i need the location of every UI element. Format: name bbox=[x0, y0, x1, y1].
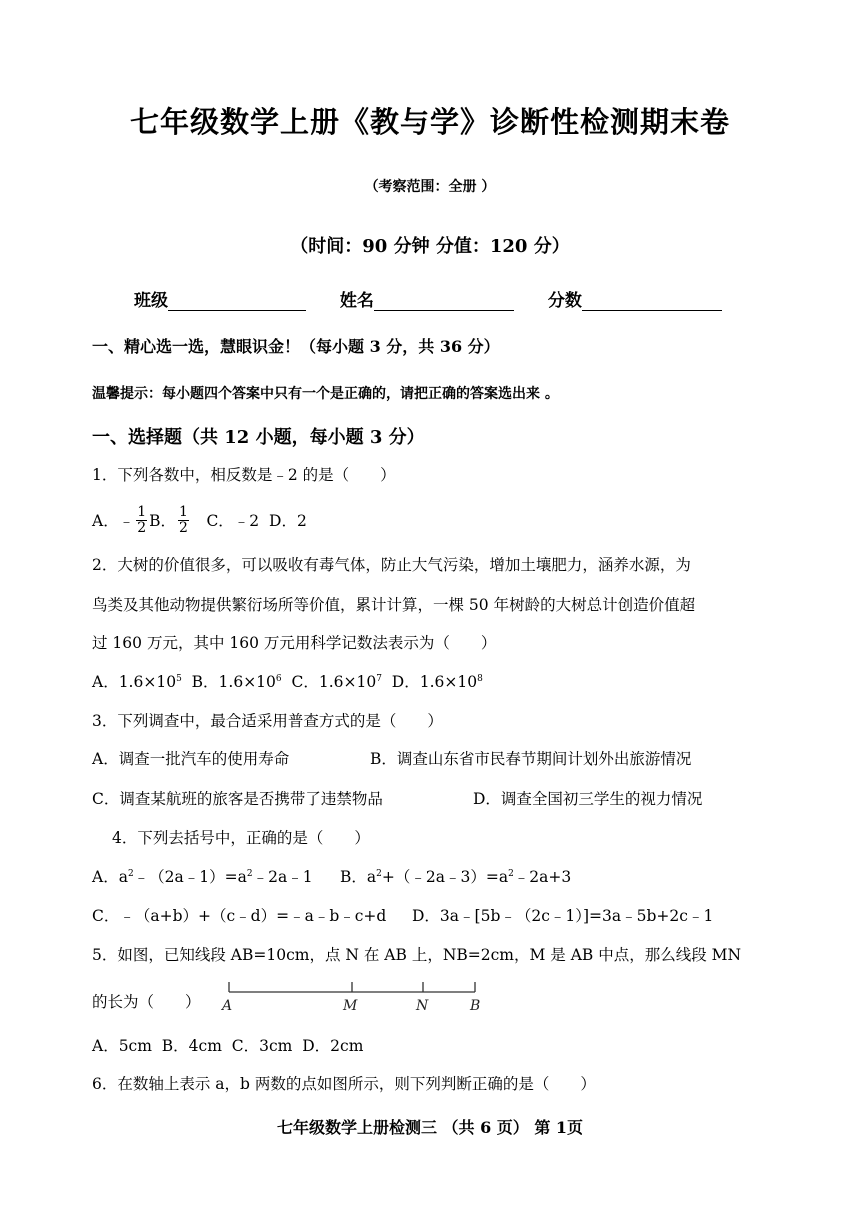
q2-line1: 2．大树的价值很多，可以吸收有毒气体，防止大气污染，增加土壤肥力，涵养水源，为 bbox=[92, 556, 691, 574]
name-blank[interactable] bbox=[374, 292, 514, 311]
point-label-m: M bbox=[343, 998, 358, 1014]
point-label-n: N bbox=[416, 998, 429, 1014]
q2-line2: 鸟类及其他动物提供繁衍场所等价值，累计计算，一棵 50 年树龄的大树总计创造价值超 bbox=[92, 596, 696, 614]
tip-text: 温馨提示：每小题四个答案中只有一个是正确的，请把正确的答案选出来 。 bbox=[92, 386, 559, 402]
point-label-b: B bbox=[470, 998, 481, 1014]
page-footer: 七年级数学上册检测三 （共 6 页） 第 1页 bbox=[276, 1118, 584, 1137]
q3-option-b: B．调查山东省市民春节期间计划外出旅游情况 bbox=[370, 750, 692, 768]
class-label: 班级 bbox=[134, 291, 168, 311]
q4-option-a: A．$a^2﹣(2a﹣1)=a^2﹣2a﹣1$ bbox=[92, 868, 313, 886]
section2-title: 一、选择题（共 12 小题，每小题 3 分） bbox=[92, 427, 425, 448]
q3-option-c: C．调查某航班的旅客是否携带了违禁物品 bbox=[92, 790, 383, 808]
q3-option-d: D．调查全国初三学生的视力情况 bbox=[473, 790, 703, 808]
q5-line1: 5．如图，已知线段 AB=10cm，点 N 在 AB 上，NB=2cm，M 是 AB 中点，那么线段 MN bbox=[92, 946, 742, 964]
q1-options bbox=[92, 500, 307, 540]
q3-stem: 3．下列调查中，最合适采用普查方式的是（ ） bbox=[92, 712, 443, 730]
score-label: 分数 bbox=[547, 291, 582, 311]
student-info-fields bbox=[134, 286, 750, 311]
segment-diagram bbox=[222, 978, 482, 1018]
class-blank[interactable] bbox=[168, 292, 306, 311]
q4-option-b: B．$a^2+(﹣2a﹣3)=a^2﹣2a+3$ bbox=[340, 868, 572, 886]
q1-fraction-a: $\frac{1}{2}$ bbox=[137, 503, 147, 536]
section1-title: 一、精心选一选，慧眼识金！（每小题 3 分，共 36 分） bbox=[92, 337, 500, 356]
segment-line bbox=[222, 978, 482, 1000]
q4-option-d: D．3a﹣[5b﹣（2c﹣1）]=3a﹣5b+2c﹣1 bbox=[412, 907, 714, 925]
q4-option-c: C．﹣（a+b）+（c﹣d）=﹣a﹣b﹣c+d bbox=[92, 907, 387, 925]
q1-stem: 1．下列各数中，相反数是﹣2 的是（ ） bbox=[92, 466, 396, 484]
q1-option-a-prefix: A．﹣ bbox=[92, 512, 135, 530]
q6-stem: 6．在数轴上表示 a，b 两数的点如图所示，则下列判断正确的是（ ） bbox=[92, 1075, 596, 1093]
q1-option-rest: C．﹣2 D．2 bbox=[190, 512, 307, 530]
q1-option-b-prefix: B． bbox=[149, 512, 177, 530]
q1-fraction-b: $\frac{1}{2}$ bbox=[179, 503, 188, 536]
q4-stem: 4．下列去括号中，正确的是（ ） bbox=[112, 829, 370, 847]
q2-line3: 过 160 万元，其中 160 万元用科学记数法表示为（ ） bbox=[92, 634, 497, 652]
q3-option-a: A．调查一批汽车的使用寿命 bbox=[92, 750, 290, 768]
q5-line2: 的长为（ ） bbox=[92, 993, 201, 1011]
q2-options: A．$1.6\times 10^5$ B．$1.6\times 10^6$ C．$1.6\times 10^7$ D．$1.6\times 10^8$ bbox=[92, 673, 483, 691]
q5-options: A．5cm B．4cm C．3cm D．2cm bbox=[92, 1037, 364, 1055]
point-label-a: A bbox=[222, 998, 233, 1014]
exam-scope: （考察范围：全册 ） bbox=[364, 179, 496, 195]
score-blank[interactable] bbox=[582, 292, 722, 311]
name-label: 姓名 bbox=[339, 291, 374, 311]
exam-time-info: （时间：90 分钟 分值：120 分） bbox=[290, 236, 570, 257]
page-title: 七年级数学上册《教与学》诊断性检测期末卷 bbox=[129, 105, 730, 139]
